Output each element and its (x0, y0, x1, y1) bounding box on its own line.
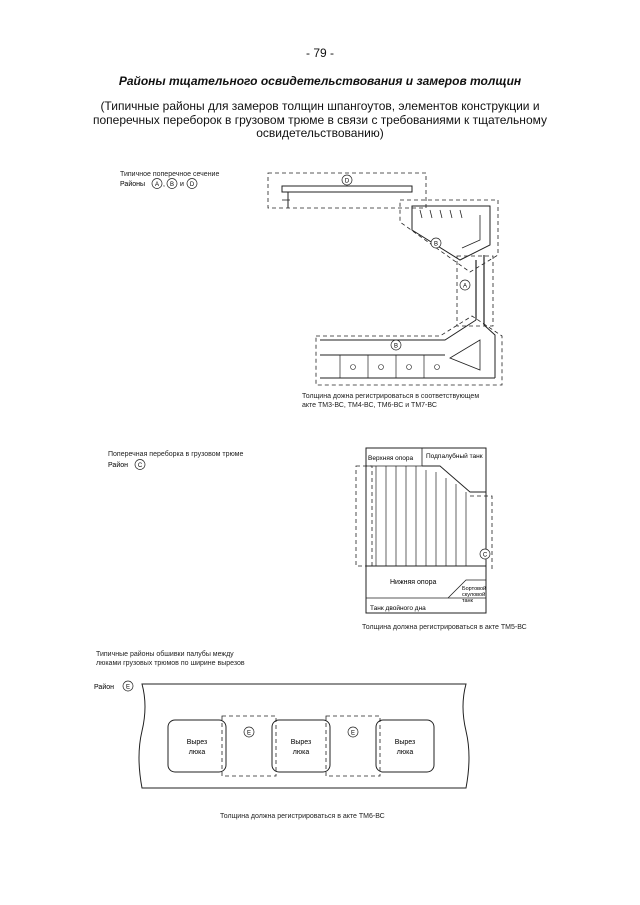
page-subtitle: (Типичные районы для замеров толщин шпангоутов, элементов конструкции и поперечных переборок в грузовом трюме в связи с требованиями к тщательному освидетельствованию) (93, 99, 547, 140)
hatch-opening-2 (272, 720, 330, 772)
figure2-caption-prefix: Район (108, 462, 128, 469)
figure3-caption (96, 650, 245, 668)
svg-text:C: C (137, 463, 143, 469)
hatch-1-label-line1: Вырез (186, 739, 208, 746)
label-topside-tank: Подпалубный танк (426, 453, 483, 460)
svg-text:E: E (246, 730, 252, 737)
marker-e-icon-2 (348, 727, 358, 737)
figure1-caption-line1: Типичное поперечное сечение (120, 171, 220, 178)
label-hopper-line2: скуловой (462, 592, 486, 598)
marker-b-lower-icon (391, 340, 401, 350)
figure1-caption-prefix: Районы (120, 181, 146, 188)
deck-plating-diagram (90, 676, 480, 806)
svg-text:B: B (169, 182, 175, 188)
zone-b-upper-outline (400, 200, 498, 272)
zone-a-outline (457, 256, 493, 326)
figure2-note: Толщина должна регистрироваться в акте ТМ5-ВС (362, 624, 527, 631)
figure1-note-line2: акте ТМ3-ВС, ТМ4-ВС, ТМ6-ВС и ТМ7-ВС (302, 402, 437, 409)
marker-c-icon (480, 549, 490, 559)
marker-a-caption-icon (152, 179, 162, 189)
transverse-bulkhead-diagram (340, 440, 500, 620)
zone-e-outline-2 (326, 716, 380, 776)
hatch-3-label-line1: Вырез (394, 739, 416, 746)
figure1-caption-and: и (180, 181, 184, 188)
svg-text:E: E (125, 684, 131, 691)
transverse-section-diagram (100, 160, 540, 400)
marker-a-icon (460, 280, 470, 290)
hatch-opening-3 (376, 720, 434, 772)
svg-text:A: A (154, 182, 160, 188)
label-double-bottom: Танк двойного дна (370, 605, 426, 612)
figure1-caption-sep: , (163, 181, 165, 188)
marker-b-upper-icon (431, 238, 441, 248)
hatch-2-label-line1: Вырез (290, 739, 312, 746)
figure2-caption-marker-row (100, 455, 160, 475)
hatch-1-label-line2: люка (188, 749, 206, 756)
figure3-caption-prefix: Район (94, 684, 114, 691)
svg-text:D: D (344, 178, 350, 185)
svg-text:A: A (462, 283, 468, 290)
figure1-note-line1: Толщина дожна регистрироваться в соответствующем (302, 393, 480, 400)
figure3-caption-line1: Типичные районы обшивки палубы между (96, 651, 234, 658)
marker-e-icon-1 (244, 727, 254, 737)
zone-e-outline-1 (222, 716, 276, 776)
svg-text:B: B (433, 241, 439, 248)
marker-b-caption-icon (167, 179, 177, 189)
hatch-opening-1 (168, 720, 226, 772)
svg-text:C: C (482, 552, 488, 559)
label-hopper-line1: Бортовой (462, 586, 487, 592)
svg-text:E: E (350, 730, 356, 737)
label-hopper-line3: танк (462, 598, 473, 604)
label-lower-stool: Нижняя опора (390, 579, 437, 586)
figure2-caption-line1: Поперечная переборка в грузовом трюме (108, 451, 244, 458)
zone-c-left-outline (356, 466, 372, 566)
figure3-caption-line2: люками грузовых трюмов по ширине вырезов (96, 660, 245, 667)
figure1-note (302, 392, 479, 410)
figure3-note: Толщина должна регистрироваться в акте ТМ6-ВС (220, 813, 385, 820)
svg-text:B: B (393, 343, 399, 350)
marker-d-caption-icon (187, 179, 197, 189)
marker-d-icon (342, 175, 352, 185)
hatch-2-label-line2: люка (292, 749, 310, 756)
svg-text:D: D (189, 182, 195, 188)
marker-e-caption-icon (123, 681, 133, 691)
zone-b-lower-outline (316, 316, 502, 385)
zone-c-right-outline (470, 496, 492, 570)
page-number: - 79 - (305, 46, 334, 60)
marker-c-caption-icon (135, 460, 145, 470)
page-title: Районы тщательного освидетельствования и замеров толщин (118, 74, 522, 88)
label-upper-stool: Верхняя опора (368, 455, 414, 462)
hatch-3-label-line2: люка (396, 749, 414, 756)
